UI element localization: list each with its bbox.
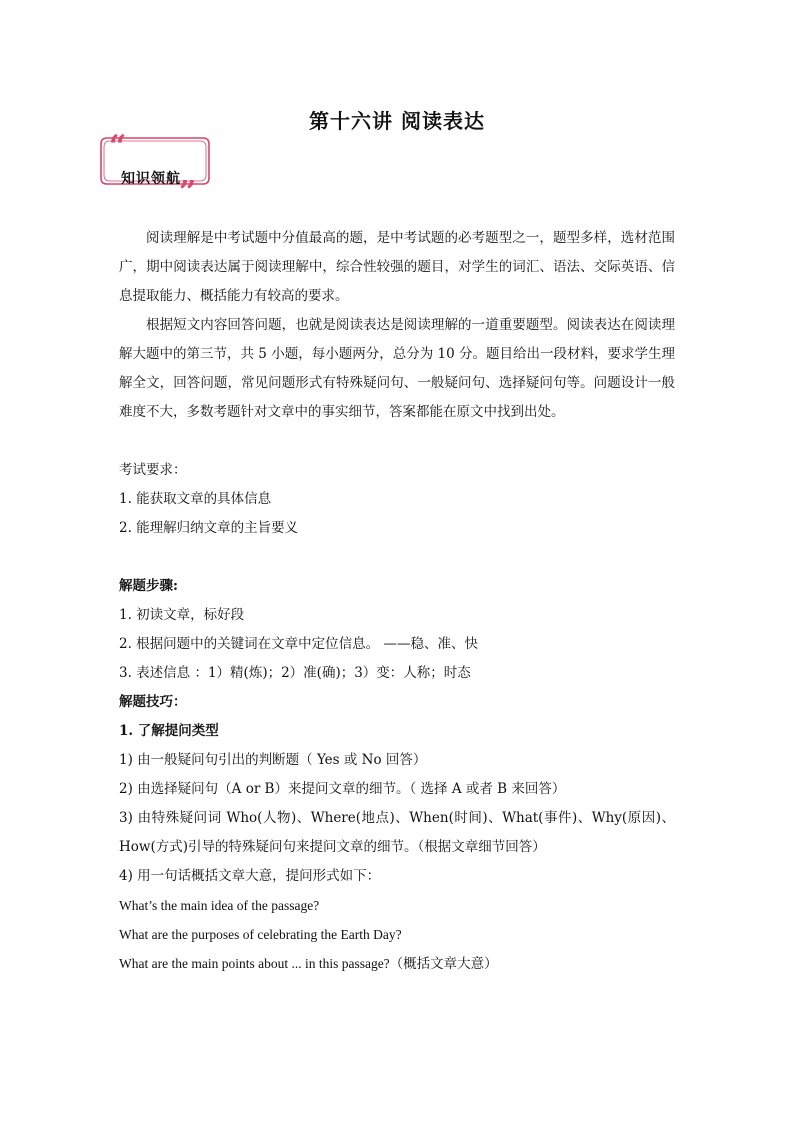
list-item: 1) 由一般疑问句引出的判断题（ Yes 或 No 回答） — [119, 752, 427, 768]
list-item: 3. 表述信息 ：1）精(炼)；2）准(确)；3）变：人称；时态 — [119, 665, 471, 681]
intro-paragraph: 根据短文内容回答问题，也就是阅读表达是阅读理解的一道重要题型。阅读表达在阅读理解大题中的第三节，共 5 小题，每小题两分，总分为 10 分。题目给出一段材料，要求学生理解全文，回答问题，常见问题形式有特殊疑问句、一般疑问句、选择疑问句等。问题设计一般难度不大，多数考题针对文章中的事实细节，答案都能在原文中找到出处。 — [119, 317, 675, 420]
svg-text:“: “ — [109, 129, 127, 164]
list-item: 2) 由选择疑问句（A or B）来提问文章的细节。（ 选择 A 或者 B 来回答） — [119, 781, 566, 797]
intro-paragraph: 阅读理解是中考试题中分值最高的题，是中考试题的必考题型之一，题型多样，选材范围广，期中阅读表达属于阅读理解中，综合性较强的题目，对学生的词汇、语法、交际英语、信息提取能力、概括能力有较高的要求。 — [119, 230, 675, 304]
document-body — [119, 224, 675, 978]
list-item: 4) 用一句话概括文章大意，提问形式如下： — [119, 868, 381, 884]
tips-subheading: 1. 了解提问类型 — [119, 723, 219, 739]
list-item: 2. 根据问题中的关键词在文章中定位信息。 ——稳、准、快 — [119, 636, 478, 652]
tips-heading: 解题技巧： — [119, 694, 187, 710]
list-item: 2. 能理解归纳文章的主旨要义 — [119, 520, 299, 536]
requirements-heading: 考试要求： — [119, 462, 187, 478]
section-badge — [95, 129, 215, 210]
example-question: What’s the main idea of the passage? — [119, 898, 320, 913]
example-question: What are the purposes of celebrating the Earth Day? — [119, 927, 402, 942]
list-item: 1. 能获取文章的具体信息 — [119, 491, 272, 507]
steps-heading: 解题步骤: — [119, 578, 178, 594]
badge-label: 知识领航 — [121, 171, 181, 187]
list-item: 3) 由特殊疑问词 Who(人物)、Where(地点)、When(时间)、What(事件)、Why(原因)、How(方式)引导的特殊疑问句来提问文章的细节。（根据文章细节回答） — [119, 810, 675, 855]
list-item: 1. 初读文章，标好段 — [119, 607, 245, 623]
page-title: 第十六讲 阅读表达 — [309, 109, 485, 133]
svg-text:”: ” — [179, 175, 197, 210]
example-question: What are the main points about ... in this passage?（概括文章大意） — [119, 956, 498, 971]
